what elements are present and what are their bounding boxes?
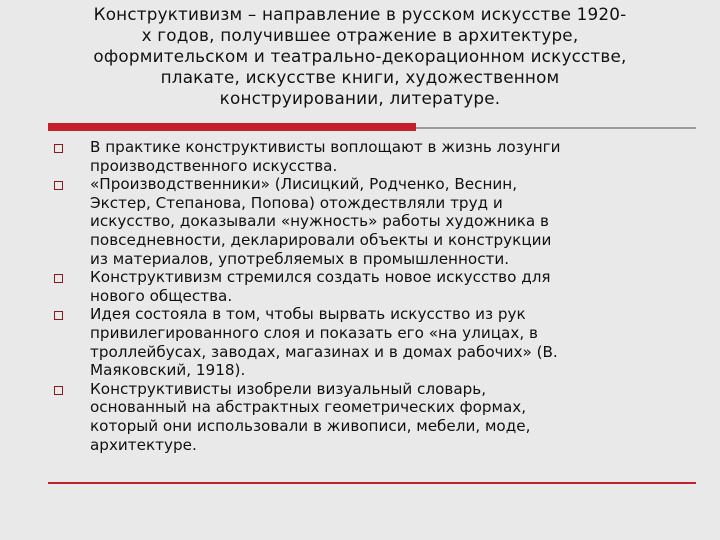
title-divider <box>48 121 696 131</box>
list-item-line: Конструктивизм стремился создать новое искусство для <box>90 268 551 287</box>
list-item-line: Маяковский, 1918). <box>90 361 246 380</box>
list-item-line: повседневности, декларировали объекты и конструкции <box>90 230 552 249</box>
list-item <box>40 138 700 175</box>
list-item-line: архитектуре. <box>90 435 197 454</box>
list-item-line: троллейбусах, заводах, магазинах и в домах рабочих» (В. <box>90 342 558 361</box>
hollow-square-bullet-icon <box>54 181 63 190</box>
bullet-list <box>40 138 700 454</box>
list-item-line: который они использовали в живописи, мебели, моде, <box>90 416 531 435</box>
hollow-square-bullet-icon <box>54 386 63 395</box>
title-line: Конструктивизм – направление в русском искусстве 1920- <box>93 4 627 24</box>
list-item-line: В практике конструктивисты воплощают в жизнь лозунги <box>90 138 561 156</box>
list-item-line: Идея состояла в том, чтобы вырвать искусство из рук <box>90 305 526 324</box>
list-item-line: нового общества. <box>90 286 233 305</box>
list-item-line: «Производственники» (Лисицкий, Родченко, Веснин, <box>90 175 518 194</box>
slide-title <box>40 4 680 109</box>
hollow-square-bullet-icon <box>54 311 63 320</box>
list-item-line: Экстер, Степанова, Попова) отождествляли труд и <box>90 193 503 212</box>
bottom-divider <box>48 482 696 484</box>
title-line: х годов, получившее отражение в архитектуре, <box>141 25 579 45</box>
list-item-line: привилегированного слоя и показать его «на улицах, в <box>90 323 538 342</box>
list-item <box>40 175 700 268</box>
list-item-line: Конструктивисты изобрели визуальный словарь, <box>90 379 487 398</box>
list-item <box>40 268 700 305</box>
grey-divider-line <box>416 127 696 129</box>
hollow-square-bullet-icon <box>54 274 63 283</box>
hollow-square-bullet-icon <box>54 144 63 153</box>
list-item <box>40 380 700 454</box>
list-item-line: искусство, доказывали «нужность» работы художника в <box>90 212 549 231</box>
title-line: оформительском и театрально-декорационном искусстве, <box>93 46 627 66</box>
list-item-line: производственного искусства. <box>90 156 338 175</box>
title-line: конструировании, литературе. <box>219 88 501 108</box>
list-item-line: из материалов, употребляемых в промышленности. <box>90 249 510 268</box>
list-item <box>40 305 700 379</box>
list-item-line: основанный на абстрактных геометрических формах, <box>90 398 527 417</box>
red-accent-bar <box>48 123 416 131</box>
title-line: плакате, искусстве книги, художественном <box>160 67 560 87</box>
